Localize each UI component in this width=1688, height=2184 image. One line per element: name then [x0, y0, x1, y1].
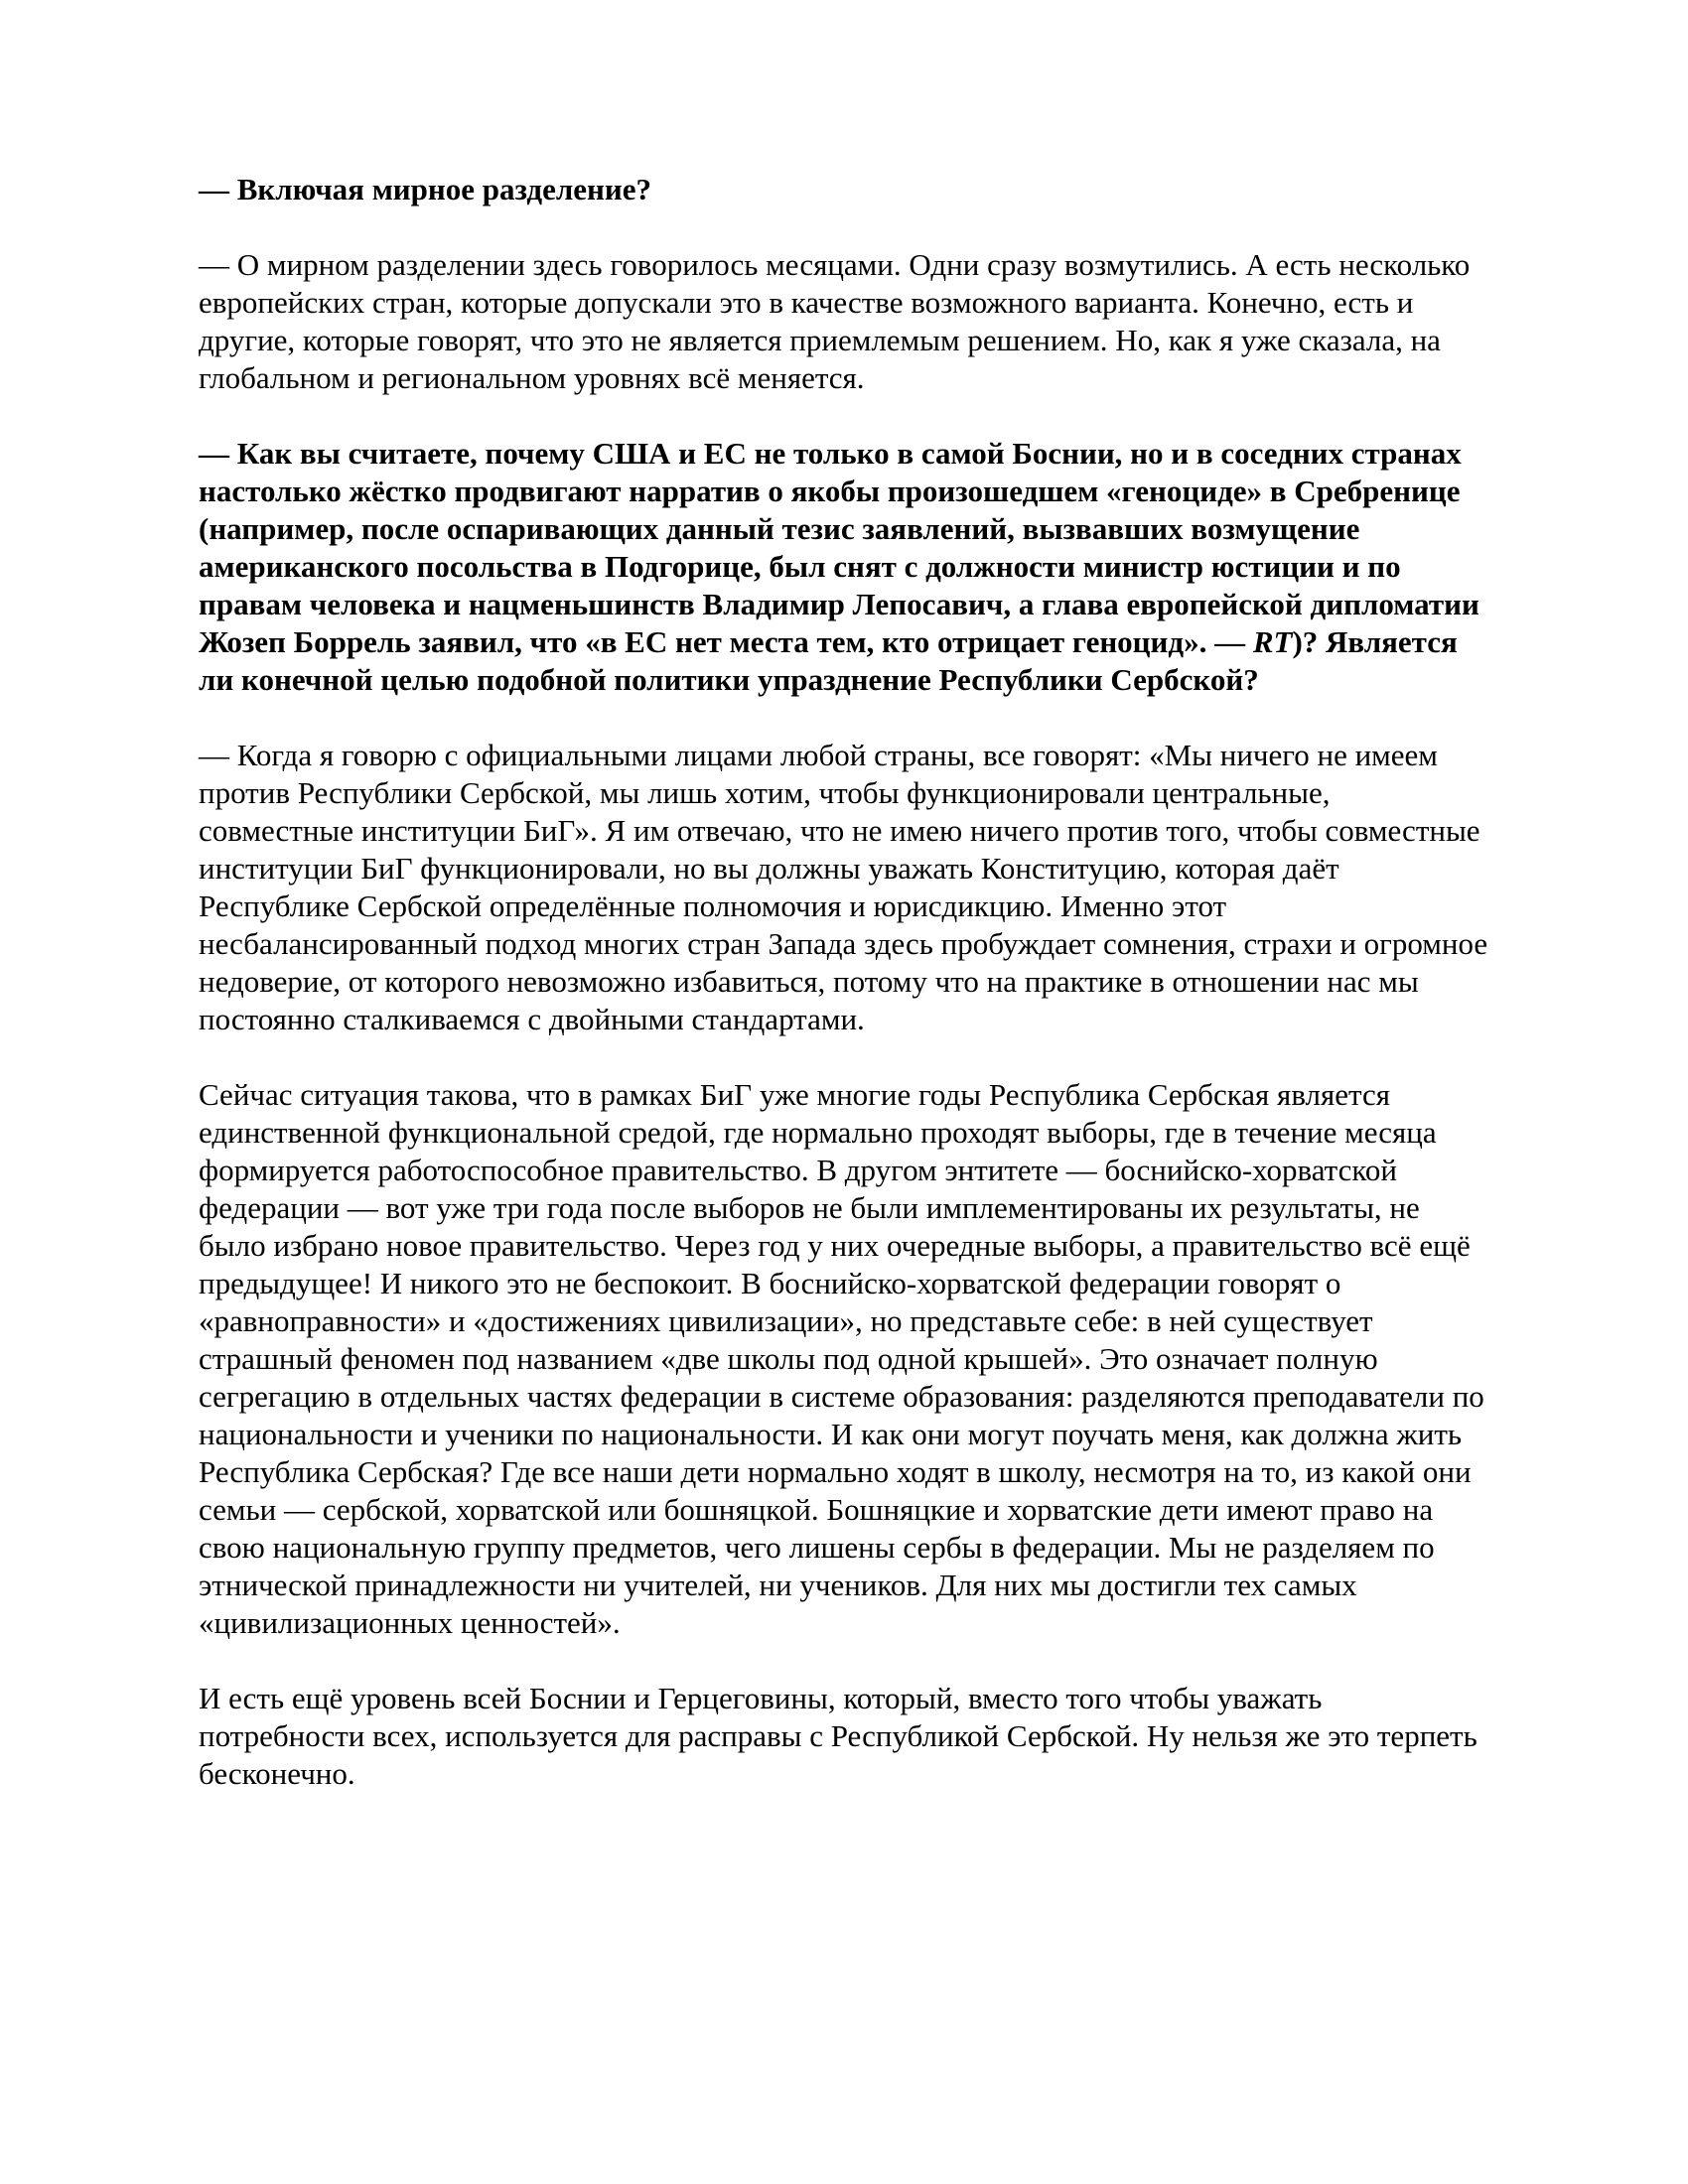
interview-answer-3: Сейчас ситуация такова, что в рамках БиГ уже многие годы Республика Сербская является единственной функциональной средой, где нормально проходят выборы, где в течение месяца формируется работоспособное правительство. В другом энтитете — боснийско-хорватской федерации — вот уже три года после выборов не были имплементированы их результаты, не было избрано новое правительство. Через год у них очередные выборы, а правительство всё ещё предыдущее! И никого это не беспокоит. В боснийско-хорватской федерации говорят о «равноправности» и «достижениях цивилизации», но представьте себе: в ней существует страшный феномен под названием «две школы под одной крышей». Это означает полную сегрегацию в отдельных частях федерации в системе образования: разделяются преподаватели по национальности и ученики по национальности. И как они могут поучать меня, как должна жить Республика Сербская? Где все наши дети нормально ходят в школу, несмотря на то, из какой они семьи — сербской, хорватской или бошняцкой. Бошняцкие и хорватские дети имеют право на свою национальную группу предметов, чего лишены сербы в федерации. Мы не разделяем по этнической принадлежности ни учителей, ни учеников. Для них мы достигли тех самых «цивилизационных ценностей». [199, 1077, 1484, 1640]
interview-answer-4: И есть ещё уровень всей Боснии и Герцеговины, который, вместо того чтобы уважать потребности всех, используется для расправы с Республикой Сербской. Ну нельзя же это терпеть бесконечно. [199, 1681, 1477, 1791]
document-body [199, 171, 1489, 1793]
interview-answer-1: — О мирном разделении здесь говорилось месяцами. Одни сразу возмутились. А есть несколько европейских стран, которые допускали это в качестве возможного варианта. Конечно, есть и другие, которые говорят, что это не является приемлемым решением. Но, как я уже сказала, на глобальном и региональном уровнях всё меняется. [199, 247, 1471, 395]
interview-question-1: — Включая мирное разделение? [199, 172, 651, 206]
question-2-text-after: )? Является ли конечной целью подобной политики упразднение Республики Сербской? [199, 624, 1458, 697]
interview-question-2 [199, 435, 1489, 699]
interview-answer-2: — Когда я говорю с официальными лицами любой страны, все говорят: «Мы ничего не имеем против Республики Сербской, мы лишь хотим, чтобы функционировали центральные, совместные институции БиГ». Я им отвечаю, что не имею ничего против того, чтобы совместные институции БиГ функционировали, но вы должны уважать Конституцию, которая даёт Республике Сербской определённые полномочия и юрисдикцию. Именно этот несбалансированный подход многих стран Запада здесь пробуждает сомнения, страхи и огромное недоверие, от которого невозможно избавиться, потому что на практике в отношении нас мы постоянно сталкиваемся с двойными стандартами. [199, 738, 1488, 1036]
question-2-italic-source: RT [1252, 624, 1293, 659]
question-2-text-before: — Как вы считаете, почему США и ЕС не только в самой Боснии, но и в соседних странах настолько жёстко продвигают нарратив о якобы произошедшем «геноциде» в Сребренице (например, после оспаривающих данный тезис заявлений, вызвавших возмущение американского посольства в Подгорице, был снят с должности министр юстиции и по правам человека и нацменьшинств Владимир Лепосавич, а глава европейской дипломатии Жозеп Боррель заявил, что «в ЕС нет места тем, кто отрицает геноцид». — [199, 436, 1479, 659]
